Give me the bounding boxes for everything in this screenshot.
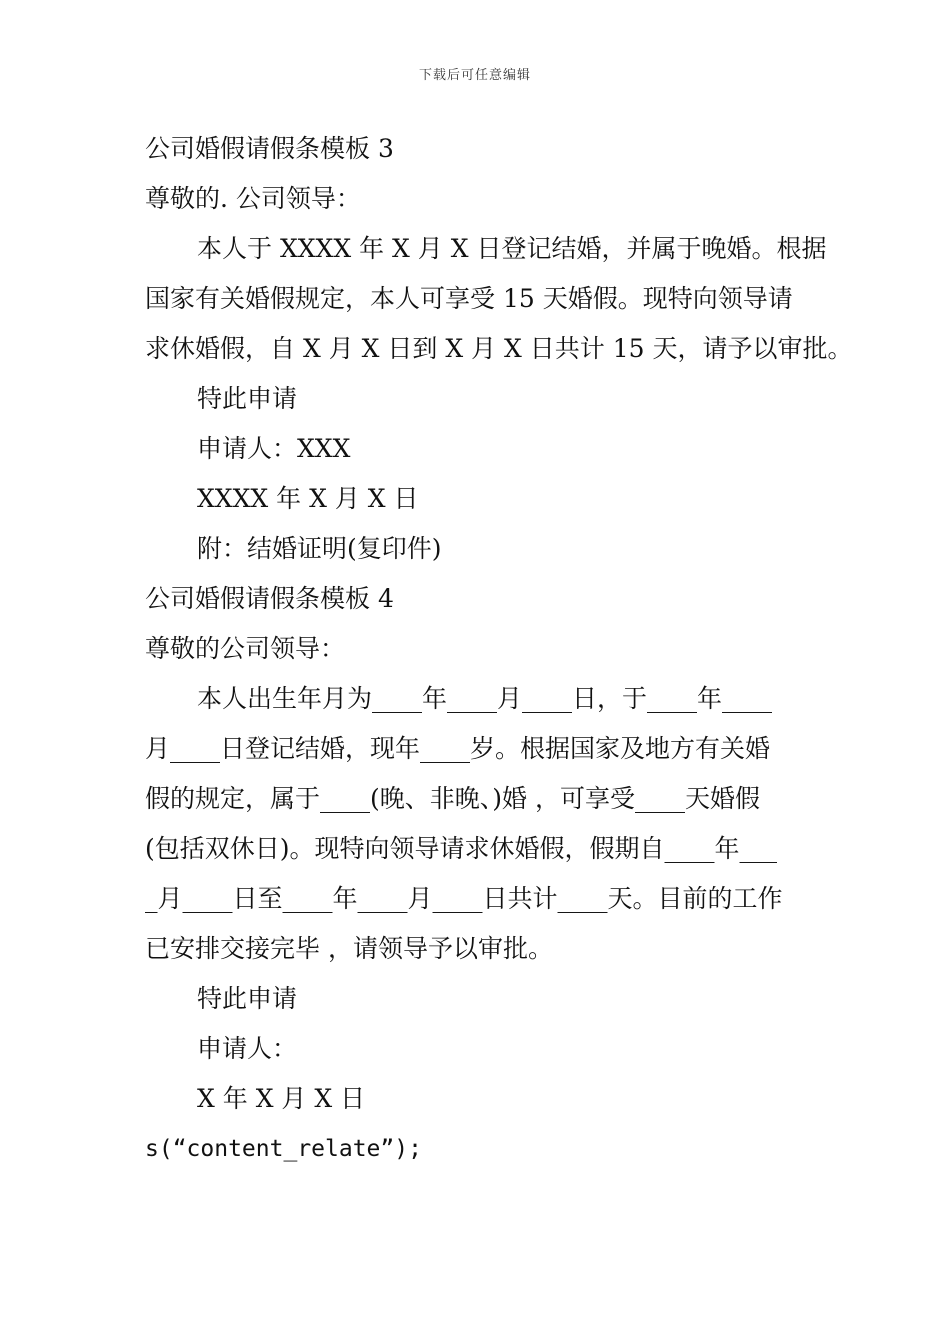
document-body <box>145 124 853 1174</box>
template3-date: XXXX 年 X 月 X 日 <box>197 484 419 513</box>
template4-body-line-1: 本人出生年月为____年____月____日，于____年____ <box>197 684 773 713</box>
template4-date: X 年 X 月 X 日 <box>197 1084 366 1113</box>
footer-code-text: s(“content_relate”); <box>145 1136 422 1162</box>
template3-attachment: 附：结婚证明(复印件) <box>197 534 442 563</box>
template4-body-line-6: 已安排交接完毕 ，请领导予以审批。 <box>145 934 553 963</box>
template4-body-line-2: 月____日登记结婚，现年____岁。根据国家及地方有关婚 <box>145 734 771 763</box>
template3-salutation: 尊敬的. 公司领导： <box>145 184 361 213</box>
template4-body-line-4: (包括双休日)。现特向领导请求休婚假，假期自____年___ <box>145 834 778 863</box>
template3-title: 公司婚假请假条模板 3 <box>145 134 394 163</box>
template3-body-line-2: 国家有关婚假规定，本人可享受 15 天婚假。现特向领导请 <box>145 284 793 313</box>
template3-applicant: 申请人：XXX <box>197 434 351 463</box>
template4-salutation: 尊敬的公司领导： <box>145 634 346 663</box>
template4-body-line-5: _月____日至____年____月____日共计____天。目前的工作 <box>145 884 783 913</box>
template3-closing: 特此申请 <box>197 384 298 413</box>
template3-body-line-3: 求休婚假，自 X 月 X 日到 X 月 X 日共计 15 天，请予以审批。 <box>145 334 853 363</box>
template4-title: 公司婚假请假条模板 4 <box>145 584 394 613</box>
page-header-note: 下载后可任意编辑 <box>418 68 531 83</box>
template4-body-line-3: 假的规定，属于____(晚、非晚、)婚 ，可享受____天婚假 <box>145 784 760 813</box>
template4-applicant: 申请人： <box>197 1034 298 1063</box>
template4-closing: 特此申请 <box>197 984 298 1013</box>
template3-body-line-1: 本人于 XXXX 年 X 月 X 日登记结婚，并属于晚婚。根据 <box>197 234 827 263</box>
